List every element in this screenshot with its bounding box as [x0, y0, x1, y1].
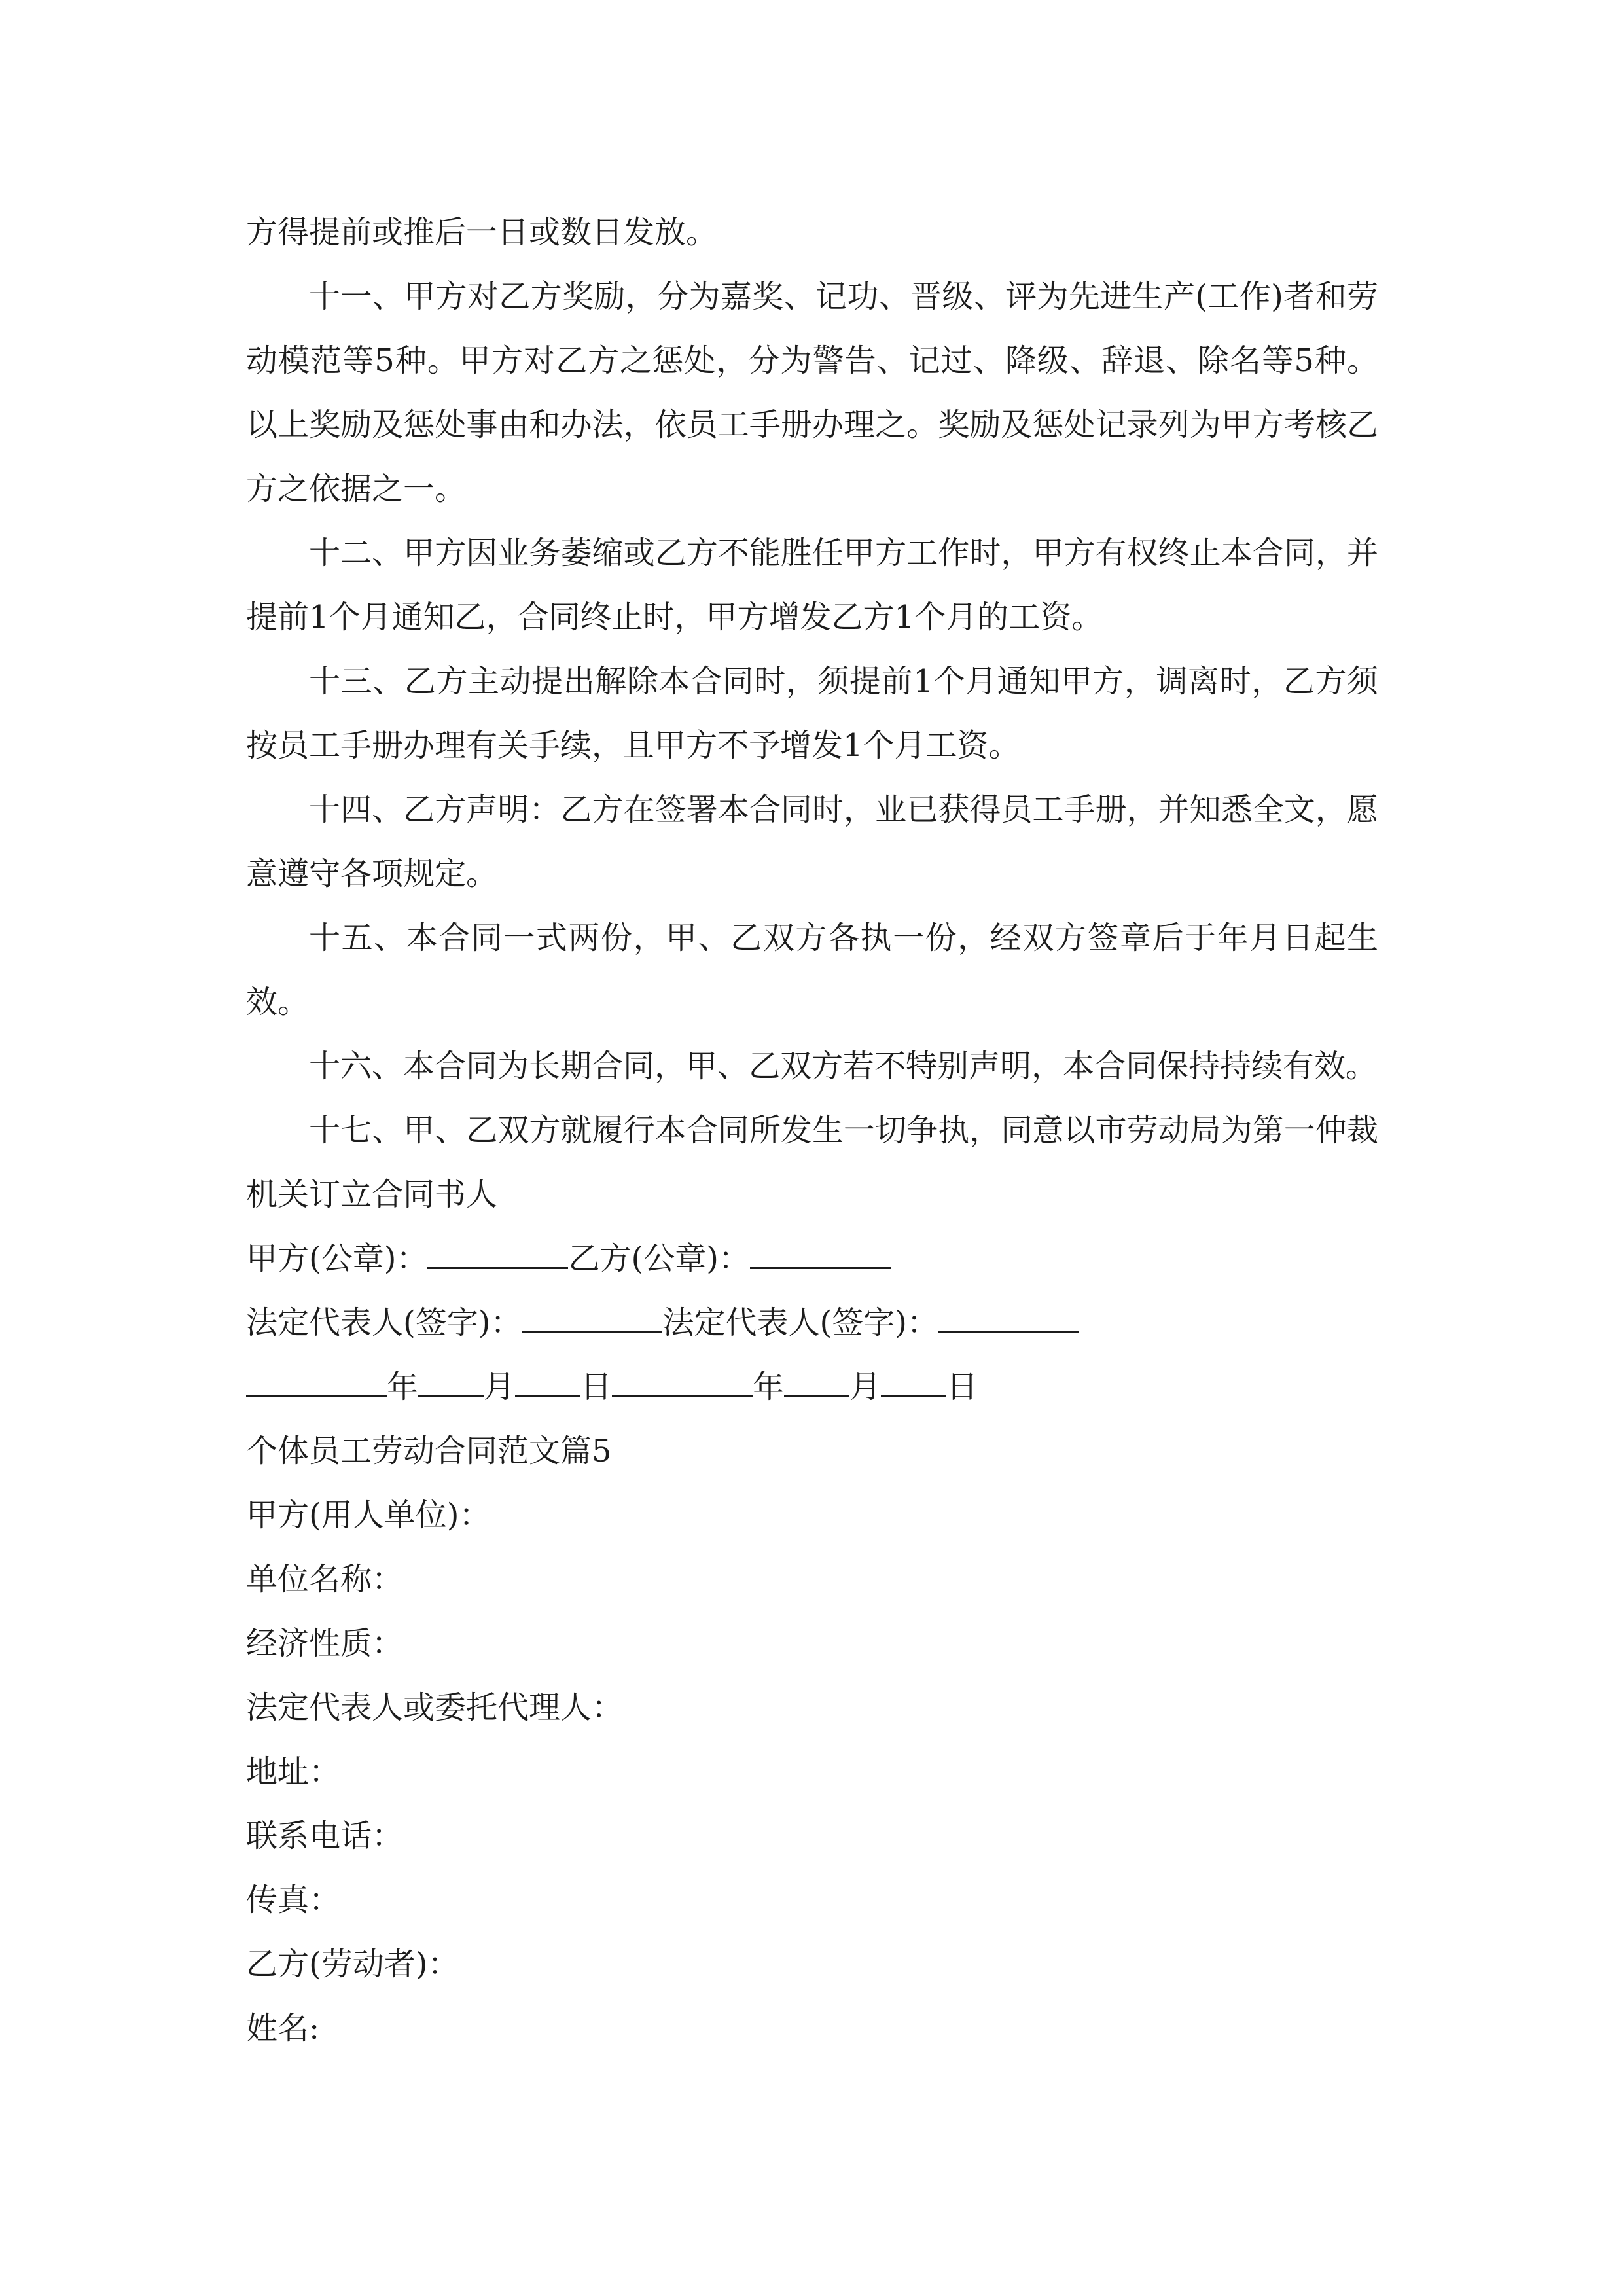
field-employee: 乙方(劳动者)： — [246, 1946, 459, 1982]
date-a-year-blank — [246, 1357, 387, 1397]
party-b-seal-blank — [750, 1229, 891, 1269]
clause-15: 十五、本合同一式两份，甲、乙双方各执一份，经双方签章后于年月日起生效。 — [246, 920, 1378, 1020]
date-b-month-blank — [784, 1357, 849, 1397]
rep-b-label: 法定代表人(签字)： — [662, 1304, 938, 1341]
clause-13: 十三、乙方主动提出解除本合同时，须提前1个月通知甲方，调离时，乙方须按员工手册办理有关手续，且甲方不予增发1个月工资。 — [246, 663, 1378, 764]
field-company-name: 单位名称： — [246, 1561, 404, 1598]
date-a-month-blank — [418, 1357, 484, 1397]
field-legal-representative: 法定代表人或委托代理人： — [246, 1689, 624, 1726]
party-b-seal-label: 乙方(公章)： — [568, 1240, 750, 1277]
contract-body — [246, 200, 1378, 2060]
representative-line — [246, 1291, 1378, 1355]
party-a-seal-label: 甲方(公章)： — [246, 1240, 428, 1277]
clause-17: 十七、甲、乙双方就履行本合同所发生一切争执，同意以市劳动局为第一仲裁机关订立合同书人 — [246, 1112, 1378, 1213]
field-employer: 甲方(用人单位)： — [246, 1497, 491, 1534]
field-address: 地址： — [246, 1753, 341, 1790]
field-economic-nature: 经济性质： — [246, 1625, 404, 1662]
date-a-month-label: 月 — [484, 1369, 516, 1405]
field-fax: 传真： — [246, 1882, 341, 1918]
rep-a-blank — [522, 1293, 662, 1333]
rep-b-blank — [938, 1293, 1079, 1333]
clause-14: 十四、乙方声明：乙方在签署本合同时，业已获得员工手册，并知悉全文，愿意遵守各项规定。 — [246, 791, 1378, 892]
date-a-day-blank — [515, 1357, 580, 1397]
date-b-day-label: 日 — [946, 1369, 978, 1405]
section-title: 个体员工劳动合同范文篇5 — [246, 1433, 612, 1469]
field-name: 姓名: — [246, 2010, 320, 2047]
date-b-year-label: 年 — [753, 1369, 785, 1405]
rep-a-label: 法定代表人(签字)： — [246, 1304, 522, 1341]
date-a-year-label: 年 — [387, 1369, 419, 1405]
clause-11: 十一、甲方对乙方奖励，分为嘉奖、记功、晋级、评为先进生产(工作)者和劳动模范等5种。甲方对乙方之惩处，分为警告、记过、降级、辞退、除名等5种。以上奖励及惩处事由和办法，依员工手册办理之。奖励及惩处记录列为甲方考核乙方之依据之一。 — [246, 278, 1378, 507]
clause-16: 十六、本合同为长期合同，甲、乙双方若不特别声明，本合同保持持续有效。 — [309, 1048, 1378, 1085]
date-b-year-blank — [612, 1357, 753, 1397]
date-a-day-label: 日 — [580, 1369, 613, 1405]
seal-line — [246, 1227, 1378, 1291]
date-line — [246, 1355, 1378, 1419]
clause-12: 十二、甲方因业务萎缩或乙方不能胜任甲方工作时，甲方有权终止本合同，并提前1个月通知乙，合同终止时，甲方增发乙方1个月的工资。 — [246, 535, 1378, 636]
party-a-seal-blank — [427, 1229, 568, 1269]
date-b-month-label: 月 — [849, 1369, 882, 1405]
date-b-day-blank — [881, 1357, 946, 1397]
field-phone: 联系电话： — [246, 1818, 404, 1854]
paragraph-continuation: 方得提前或推后一日或数日发放。 — [246, 214, 718, 251]
